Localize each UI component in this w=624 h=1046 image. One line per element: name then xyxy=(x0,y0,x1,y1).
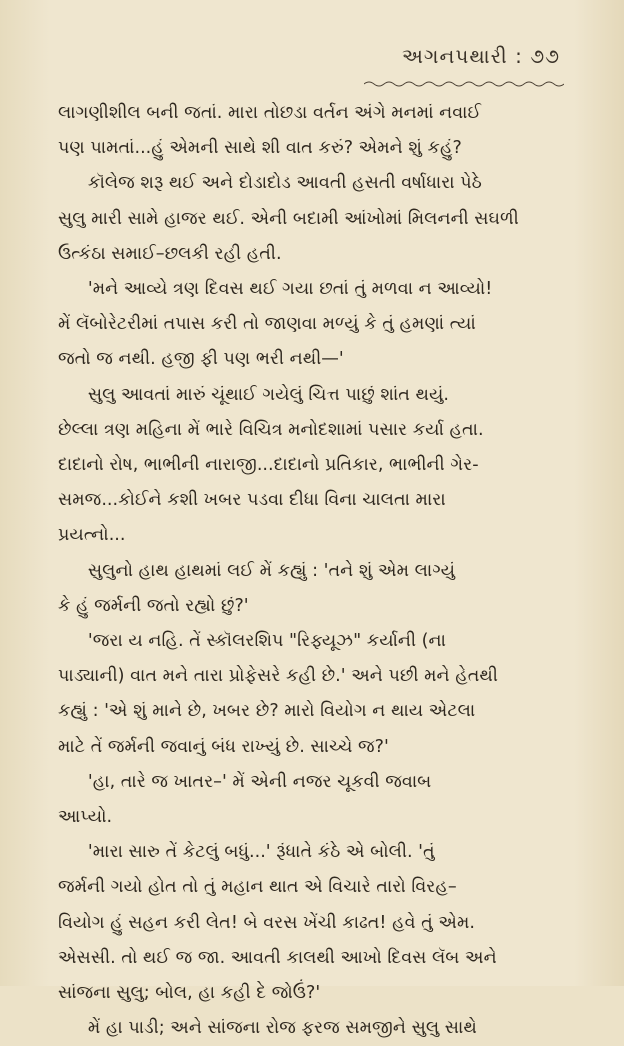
text-line: એસસી. તો થઈ જ જા. આવતી કાલથી આખો દિવસ લૅબ અને xyxy=(58,947,497,968)
paragraph xyxy=(58,378,573,554)
paragraph xyxy=(58,1011,573,1046)
text-line: કૉલેજ શરૂ થઈ અને દોડાદોડ આવતી હસતી વર્ષાધારા પેઠે xyxy=(87,173,482,194)
paragraph xyxy=(58,765,573,835)
text-line: કહ્યું : 'એ શું માને છે, ખબર છે? મારો વિયોગ ન થાય એટલા xyxy=(58,701,476,722)
text-line: મેં લૅબોરેટરીમાં તપાસ કરી તો જાણવા મળ્યું કે તું હમણાં ત્યાં xyxy=(58,314,476,335)
text-line: સમજ...કોઈને કશી ખબર પડવા દીધા વિના ચાલતા મારા xyxy=(58,490,446,511)
text-line: માટે તેં જર્મની જવાનું બંધ રાખ્યું છે. સાચ્ચે જ?' xyxy=(58,736,389,757)
paragraph xyxy=(58,624,573,765)
running-header xyxy=(0,44,560,68)
text-line: 'જરા ય નહિ. તેં સ્કૉલરશિપ "રિફ્યૂઝ" કર્યાની (ના xyxy=(87,631,446,652)
text-line: આપ્યો. xyxy=(58,807,113,828)
text-line: જર્મની ગયો હોત તો તું મહાન થાત એ વિચારે તારો વિરહ– xyxy=(58,877,457,898)
running-title: અગનપથારી xyxy=(401,44,508,68)
header-separator: : xyxy=(515,44,523,68)
body-text xyxy=(58,96,573,1046)
text-line: સુલુ આવતાં મારું ચૂંથાઈ ગયેલું ચિત્ત પાછું શાંત થયું. xyxy=(87,384,450,405)
text-line: પ્રયત્નો... xyxy=(58,525,126,546)
paragraph xyxy=(58,554,573,624)
text-line: દાદાનો રોષ, ભાભીની નારાજી...દાદાનો પ્રતિકાર, ભાભીની ગેર- xyxy=(58,455,479,476)
paragraph xyxy=(58,272,573,378)
header-ornament-rule xyxy=(364,80,564,88)
text-line: પણ પામતાં...હું એમની સાથે શી વાત કરું? એમને શું કહું? xyxy=(58,138,462,159)
paragraph xyxy=(58,96,573,166)
page-number: ૭૭ xyxy=(530,44,560,68)
text-line: 'મને આવ્યે ત્રણ દિવસ થઈ ગયા છતાં તું મળવા ન આવ્યો! xyxy=(87,279,493,300)
text-line: છેલ્લા ત્રણ મહિના મેં ભારે વિચિત્ર મનોદશામાં પસાર કર્યા હતા. xyxy=(58,419,484,440)
text-line: પાડ્યાની) વાત મને તારા પ્રોફેસરે કહી છે.' અને પછી મને હેતથી xyxy=(58,666,498,687)
text-line: ઉત્કંઠા સમાઈ–છલકી રહી હતી. xyxy=(58,243,282,264)
paragraph xyxy=(58,835,573,1011)
text-line: મેં હા પાડી; અને સાંજના રોજ ફરજ સમજીને સુલુ સાથે xyxy=(87,1018,477,1039)
text-line: 'મારા સારુ તેં કેટલું બધું...' રૂંધાતે કંઠે એ બોલી. 'તું xyxy=(87,842,435,863)
text-line: લાગણીશીલ બની જતાં. મારા તોછડા વર્તન અંગે મનમાં નવાઈ xyxy=(58,103,482,123)
text-line: વિયોગ હું સહન કરી લેત! બે વરસ ખેંચી કાઢત! હવે તું એમ. xyxy=(58,912,475,933)
text-line: સુલુનો હાથ હાથમાં લઈ મેં કહ્યું : 'તને શું એમ લાગ્યું xyxy=(87,560,456,581)
text-line: 'હા, તારે જ ખાતર–' મેં એની નજર ચૂકવી જવાબ xyxy=(87,771,432,792)
text-line: જતો જ નથી. હજી ફી પણ ભરી નથી—' xyxy=(58,349,344,370)
text-line: કે હું જર્મની જતો રહ્યો છું?' xyxy=(58,595,249,616)
text-line: સુલુ મારી સામે હાજર થઈ. એની બદામી આંખોમાં મિલનની સઘળી xyxy=(58,208,519,229)
text-line: સાંજના સુલુ; બોલ, હા કહી દે જોઉં?' xyxy=(58,983,321,1004)
paragraph xyxy=(58,166,573,272)
